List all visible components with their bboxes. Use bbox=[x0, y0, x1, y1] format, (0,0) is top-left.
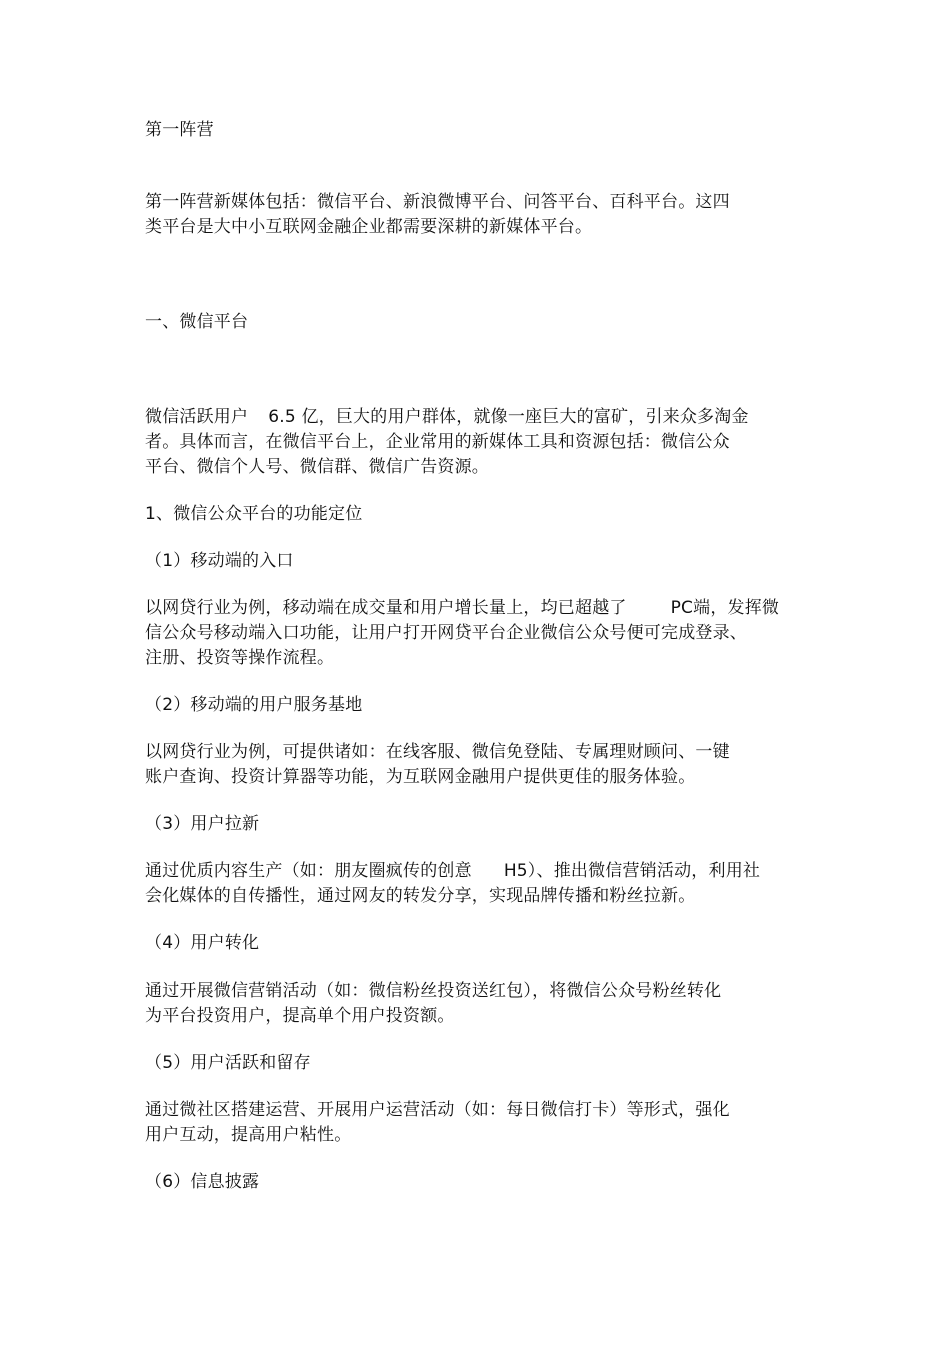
item-5-line-1: 通过微社区搭建运营、开展用户运营活动（如：每日微信打卡）等形式，强化 bbox=[145, 1100, 730, 1120]
subsection-heading-1: 1、微信公众平台的功能定位 bbox=[145, 504, 363, 524]
item-1-heading: （1）移动端的入口 bbox=[145, 551, 294, 571]
para1-line-2: 者。具体而言，在微信平台上，企业常用的新媒体工具和资源包括：微信公众 bbox=[145, 432, 730, 452]
section-heading-wechat: 一、微信平台 bbox=[145, 312, 249, 332]
item-6-heading: （6）信息披露 bbox=[145, 1172, 260, 1192]
item-3-line-1 bbox=[145, 859, 760, 883]
para1-line-3: 平台、微信个人号、微信群、微信广告资源。 bbox=[145, 457, 489, 477]
item-3-line-1b: H5）、推出微信营销活动，利用社 bbox=[503, 861, 761, 881]
intro-line-1: 第一阵营新媒体包括：微信平台、新浪微博平台、问答平台、百科平台。这四 bbox=[145, 192, 730, 212]
item-3-line-1a: 通过优质内容生产（如：朋友圈疯传的创意 bbox=[145, 861, 472, 881]
item-2-line-2: 账户查询、投资计算器等功能，为互联网金融用户提供更佳的服务体验。 bbox=[145, 767, 696, 787]
para1-line-1b: 6.5 亿，巨大的用户群体，就像一座巨大的富矿，引来众多淘金 bbox=[268, 407, 749, 427]
item-3-line-2: 会化媒体的自传播性，通过网友的转发分享，实现品牌传播和粉丝拉新。 bbox=[145, 886, 696, 906]
item-1-line-1b: PC端，发挥微 bbox=[670, 598, 780, 618]
item-2-heading: （2）移动端的用户服务基地 bbox=[145, 695, 363, 715]
item-1-line-1 bbox=[145, 596, 779, 620]
item-2-line-1: 以网贷行业为例，可提供诸如：在线客服、微信免登陆、专属理财顾问、一键 bbox=[145, 742, 730, 762]
para1-line-1a: 微信活跃用户 bbox=[145, 407, 249, 427]
para1-line-1 bbox=[145, 405, 749, 429]
item-3-heading: （3）用户拉新 bbox=[145, 814, 260, 834]
item-4-line-1: 通过开展微信营销活动（如：微信粉丝投资送红包），将微信公众号粉丝转化 bbox=[145, 981, 722, 1001]
item-5-line-2: 用户互动，提高用户粘性。 bbox=[145, 1125, 352, 1145]
item-4-heading: （4）用户转化 bbox=[145, 933, 260, 953]
item-4-line-2: 为平台投资用户，提高单个用户投资额。 bbox=[145, 1006, 455, 1026]
item-1-line-2: 信公众号移动端入口功能，让用户打开网贷平台企业微信公众号便可完成登录、 bbox=[145, 623, 747, 643]
document-title: 第一阵营 bbox=[145, 120, 214, 140]
item-1-line-1a: 以网贷行业为例，移动端在成交量和用户增长量上，均已超越了 bbox=[145, 598, 627, 618]
item-5-heading: （5）用户活跃和留存 bbox=[145, 1053, 311, 1073]
intro-line-2: 类平台是大中小互联网金融企业都需要深耕的新媒体平台。 bbox=[145, 217, 593, 237]
item-1-line-3: 注册、投资等操作流程。 bbox=[145, 648, 335, 668]
